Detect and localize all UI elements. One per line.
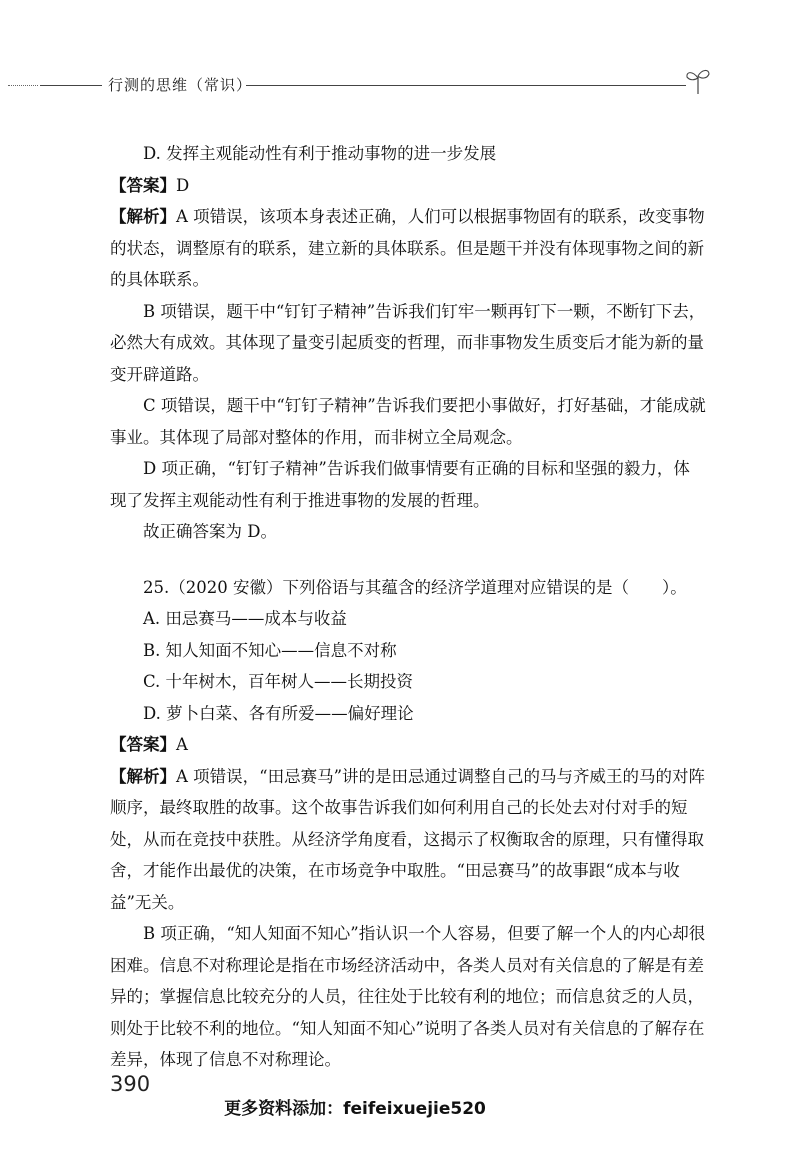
q24-option-d: D. 发挥主观能动性有利于推动事物的进一步发展 [143, 144, 497, 163]
sprout-icon [684, 66, 712, 96]
q25-answer-value: A [176, 735, 188, 754]
q24-answer [110, 170, 706, 202]
footer-note: 更多资料添加：feifeixuejie520 [224, 1099, 486, 1119]
q25-option-a: A. 田忌赛马——成本与收益 [143, 609, 347, 628]
q24-answer-value: D [176, 175, 190, 195]
q25-analysis-b: B 项正确，“知人知面不知心”指认识一个人容易，但要了解一个人的内心却很困难。信息不对称理论是指在市场经济活动中，各类人员对有关信息的了解是有差异的；掌握信息比较充分的人员，往往处于比较有利的地位；而信息贫乏的人员，则处于比较不利的地位。“知人知面不知心”说明了各类人员对有关信息的了解存在差异，体现了信息不对称理论。 [110, 924, 706, 1069]
header-dotted-rule [8, 85, 38, 86]
q25-option-b: B. 知人知面不知心——信息不对称 [143, 640, 397, 660]
q25-stem: 25.（2020 安徽）下列俗语与其蕴含的经济学道理对应错误的是（ ）。 [143, 577, 687, 597]
q24-analysis-tag: 【解析】 [110, 207, 176, 226]
q25-answer-tag: 【答案】 [110, 735, 176, 754]
q25-option-c: C. 十年树木，百年树人——长期投资 [143, 672, 414, 691]
q25-answer [110, 729, 706, 761]
q24-analysis-a-text: A 项错误，该项本身表述正确，人们可以根据事物固有的联系，改变事物的状态，调整原有的联系，建立新的具体联系。但是题干并没有体现事物之间的新的具体联系。 [110, 207, 705, 289]
q24-analysis-d: D 项正确，“钉钉子精神”告诉我们做事情要有正确的目标和坚强的毅力，体现了发挥主观能动性有利于推进事物的发展的哲理。 [110, 459, 690, 510]
q25-analysis-a-text: A 项错误，“田忌赛马”讲的是田忌通过调整自己的马与齐威王的马的对阵顺序，最终取胜的故事。这个故事告诉我们如何利用自己的长处去对付对手的短处，从而在竞技中获胜。从经济学角度看，这揭示了权衡取舍的原理，只有懂得取舍，才能作出最优的决策，在市场竞争中取胜。“田忌赛马”的故事跟“成本与收益”无关。 [110, 766, 706, 912]
q25-analysis-tag: 【解析】 [110, 766, 176, 786]
q24-conclusion: 故正确答案为 D。 [143, 522, 277, 541]
header-rule-right [246, 85, 686, 86]
q24-analysis-b: B 项错误，题干中“钉钉子精神”告诉我们钉牢一颗再钉下一颗，不断钉下去，必然大有成效。其体现了量变引起质变的哲理，而非事物发生质变后才能为新的量变开辟道路。 [110, 301, 706, 384]
page-body [110, 138, 706, 1076]
q24-analysis-c: C 项错误，题干中“钉钉子精神”告诉我们要把小事做好，打好基础，才能成就事业。其体现了局部对整体的作用，而非树立全局观念。 [110, 396, 706, 447]
running-header [8, 66, 720, 102]
q25-option-d: D. 萝卜白菜、各有所爱——偏好理论 [143, 703, 414, 723]
header-title: 行测的思维（常识） [108, 76, 253, 94]
q25-analysis-a [110, 761, 706, 919]
header-rule-left [40, 85, 102, 86]
page-number: 390 [110, 1072, 151, 1096]
q24-answer-tag: 【答案】 [110, 175, 176, 195]
question-gap [110, 548, 706, 572]
q24-analysis-a [110, 201, 706, 296]
